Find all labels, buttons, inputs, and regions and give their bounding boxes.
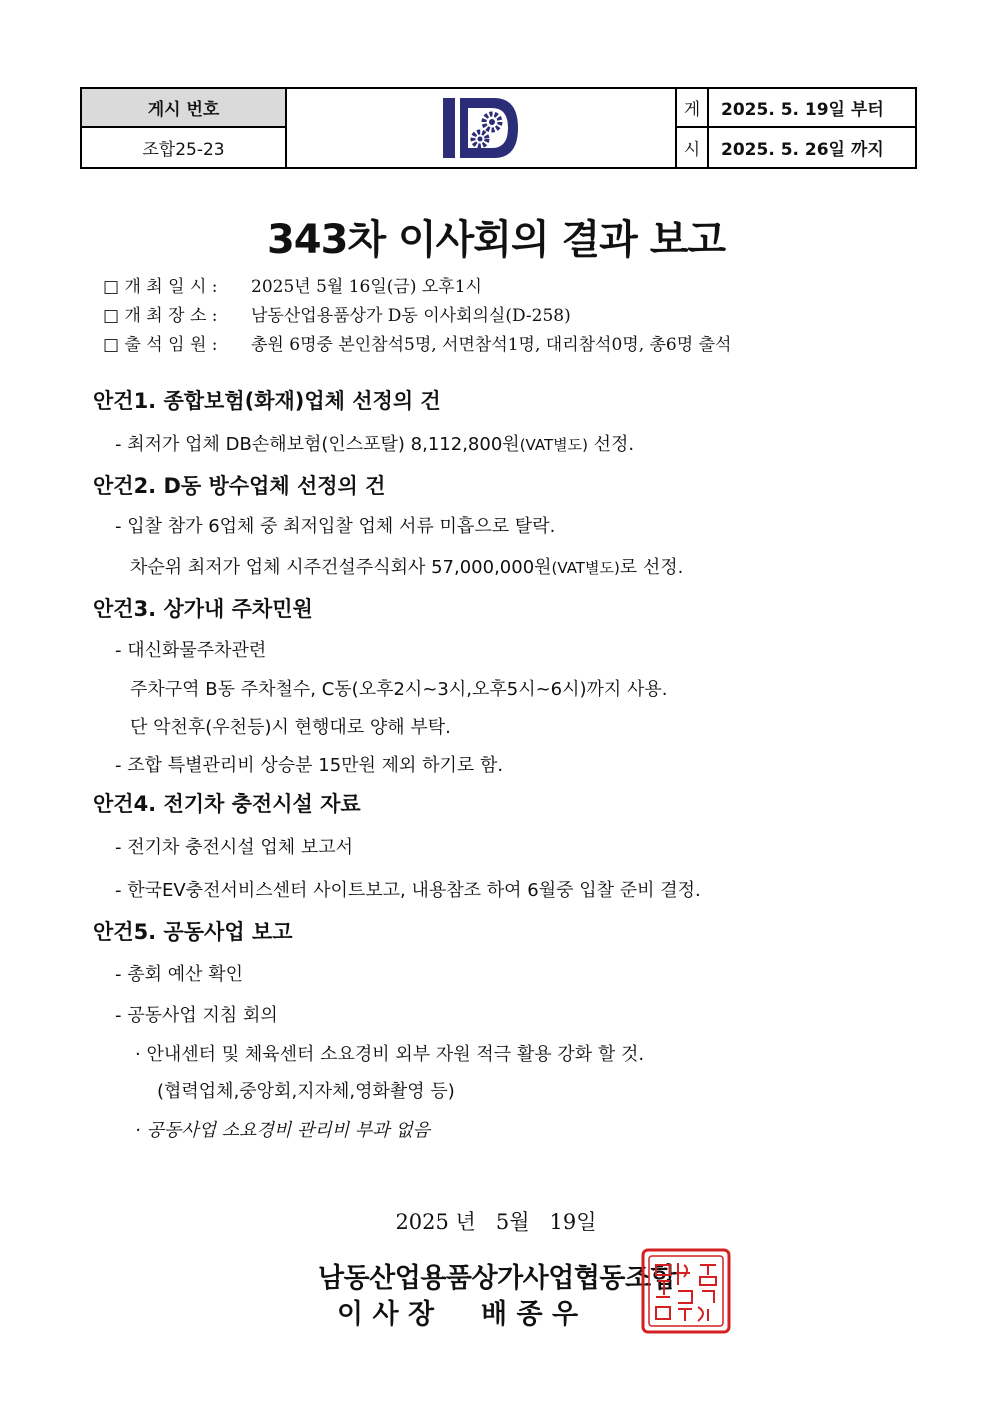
agenda-3-line-3: 단 악천후(우천등)시 현행대로 양해 부탁. — [130, 717, 451, 738]
agenda-3-title: 안건3. 상가내 주차민원 — [93, 597, 313, 621]
post-number-label: 게시 번호 — [82, 89, 287, 128]
logo-text: ID — [442, 97, 444, 98]
meta-date-label: □ 개 최 일 시 : — [103, 277, 218, 297]
agenda-5-line-3: · 안내센터 및 체육센터 소요경비 외부 자원 적극 활용 강화 할 것. — [135, 1044, 645, 1065]
vat-note: (VAT별도) — [551, 559, 620, 577]
meta-place-label: □ 개 최 장 소 : — [103, 306, 218, 326]
agenda-4-line-2: - 한국EV충전서비스센터 사이트보고, 내용참조 하여 6월중 입찰 준비 결정. — [115, 880, 701, 901]
union-logo-icon — [442, 97, 520, 159]
agenda-5-line-4: (협력업체,중앙회,지자체,영화촬영 등) — [157, 1081, 455, 1102]
posting-label-char-1: 게 — [677, 89, 709, 128]
meta-date-value: 2025년 5월 16일(금) 오후1시 — [251, 277, 482, 297]
posting-label-char-2: 시 — [677, 128, 709, 167]
post-number-value: 조합25-23 — [82, 128, 287, 167]
agenda-1-title: 안건1. 종합보험(화재)업체 선정의 건 — [93, 389, 441, 413]
agenda-4-title: 안건4. 전기차 충전시설 자료 — [93, 792, 361, 816]
agenda-3-line-1: - 대신화물주차관련 — [115, 640, 267, 661]
meta-attendance-value: 총원 6명중 본인참석5명, 서면참석1명, 대리참석0명, 총6명 출석 — [251, 335, 732, 355]
president-name: 이 사 장 배 종 우 — [337, 1299, 579, 1330]
document-title: 343차 이사회의 결과 보고 — [266, 217, 726, 263]
agenda-2-line-1: - 입찰 참가 6업체 중 최저입찰 업체 서류 미흡으로 탈락. — [115, 516, 556, 537]
agenda-4-line-1: - 전기차 충전시설 업체 보고서 — [115, 837, 354, 858]
organization-name: 남동산업용품상가사업협동조합 — [318, 1263, 677, 1294]
posting-from-date: 2025. 5. 19일 부터 — [709, 89, 915, 128]
meta-place-value: 남동산업용품상가 D동 이사회의실(D-258) — [251, 306, 571, 326]
document-date: 2025 년 5월 19일 — [395, 1210, 597, 1234]
meta-attendance-label: □ 출 석 임 원 : — [103, 335, 218, 355]
meta-attendance — [103, 330, 731, 355]
agenda-5-line-2: - 공동사업 지침 회의 — [115, 1005, 278, 1026]
agenda-1-line-1: - 최저가 업체 DB손해보험(인스포탈) 8,112,800원(VAT별도) 선정. — [115, 434, 635, 455]
meta-date — [103, 272, 482, 297]
agenda-5-line-5: · 공동사업 소요경비 관리비 부과 없음 — [135, 1120, 431, 1141]
agenda-3-line-4: - 조합 특별관리비 상승분 15만원 제외 하기로 함. — [115, 755, 504, 776]
union-logo — [287, 89, 677, 167]
agenda-5-line-1: - 총회 예산 확인 — [115, 964, 243, 985]
agenda-5-title: 안건5. 공동사업 보고 — [93, 920, 293, 944]
meta-place — [103, 301, 571, 326]
official-seal-icon — [640, 1247, 732, 1335]
agenda-2-line-2: 차순위 최저가 업체 시주건설주식회사 57,000,000원(VAT별도)로 선정. — [130, 557, 684, 578]
posting-header-table — [80, 87, 917, 169]
agenda-2-title: 안건2. D동 방수업체 선정의 건 — [93, 474, 386, 498]
agenda-3-line-2: 주차구역 B동 주차철수, C동(오후2시~3시,오후5시~6시)까지 사용. — [130, 679, 668, 700]
posting-to-date: 2025. 5. 26일 까지 — [721, 140, 884, 160]
vat-note: (VAT별도) — [519, 436, 588, 454]
